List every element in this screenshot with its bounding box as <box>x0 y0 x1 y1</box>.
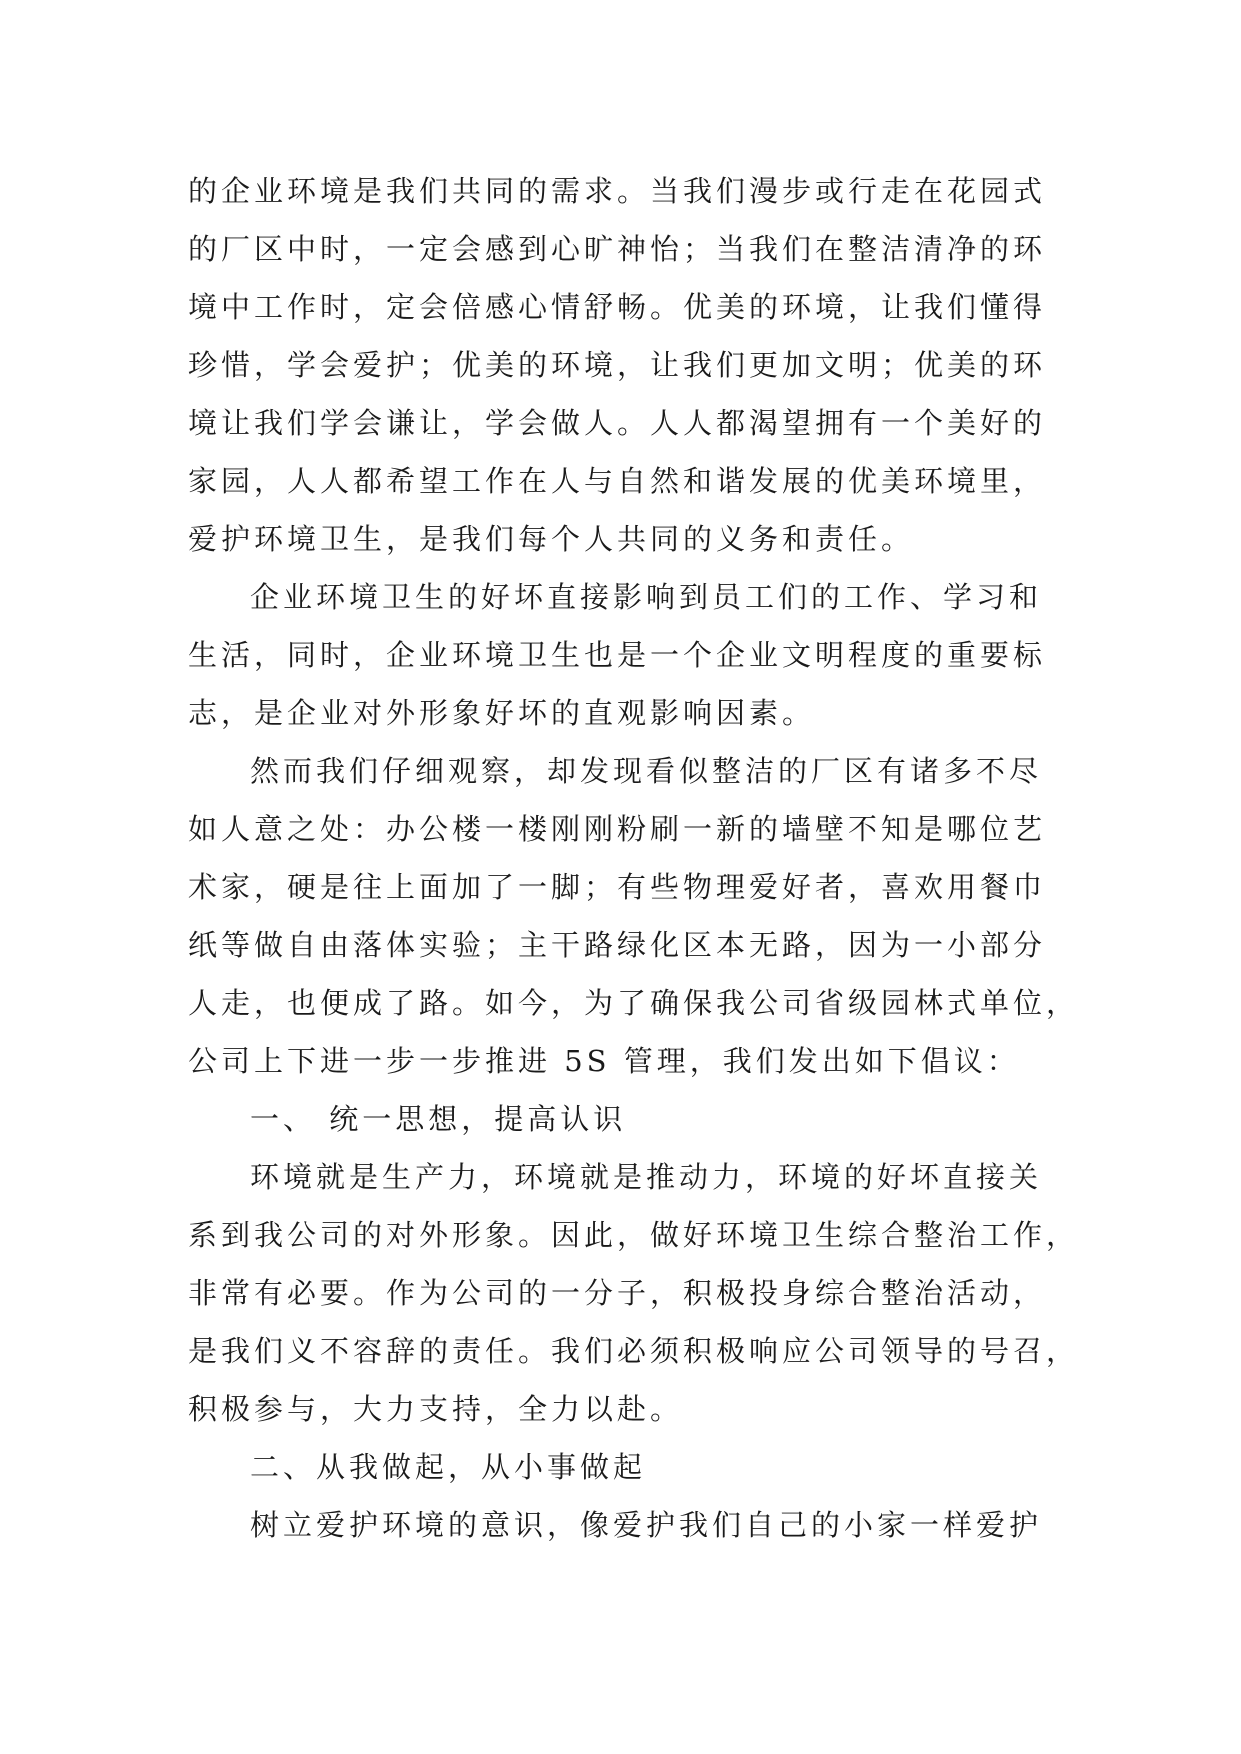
body-line: 境中工作时，定会倍感心情舒畅。优美的环境，让我们懂得 <box>188 290 1047 324</box>
body-line: 如人意之处：办公楼一楼刚刚粉刷一新的墙壁不知是哪位艺 <box>188 812 1047 846</box>
body-line: 系到我公司的对外形象。因此，做好环境卫生综合整治工作， <box>188 1218 1080 1252</box>
body-line: 志，是企业对外形象好坏的直观影响因素。 <box>188 696 816 730</box>
paragraph-start-line: 然而我们仔细观察，却发现看似整洁的厂区有诸多不尽 <box>250 754 1043 788</box>
body-line: 非常有必要。作为公司的一分子，积极投身综合整治活动， <box>188 1276 1047 1310</box>
body-line: 纸等做自由落体实验；主干路绿化区本无路，因为一小部分 <box>188 928 1047 962</box>
body-line: 珍惜，学会爱护；优美的环境，让我们更加文明；优美的环 <box>188 348 1047 382</box>
paragraph-start-line: 树立爱护环境的意识，像爱护我们自己的小家一样爱护 <box>250 1508 1043 1542</box>
body-line: 境让我们学会谦让，学会做人。人人都渴望拥有一个美好的 <box>188 406 1047 440</box>
body-line: 公司上下进一步一步推进 5S 管理，我们发出如下倡议： <box>188 1044 1020 1078</box>
body-line: 家园，人人都希望工作在人与自然和谐发展的优美环境里， <box>188 464 1047 498</box>
body-line: 的企业环境是我们共同的需求。当我们漫步或行走在花园式 <box>188 174 1047 208</box>
body-line: 爱护环境卫生，是我们每个人共同的义务和责任。 <box>188 522 915 556</box>
body-line: 积极参与，大力支持，全力以赴。 <box>188 1392 684 1426</box>
document-body <box>188 162 1080 1554</box>
body-line: 人走，也便成了路。如今，为了确保我公司省级园林式单位， <box>188 986 1080 1020</box>
body-line: 术家，硬是往上面加了一脚；有些物理爱好者，喜欢用餐巾 <box>188 870 1047 904</box>
section-heading-1: 一、 统一思想，提高认识 <box>250 1102 627 1136</box>
paragraph-start-line: 环境就是生产力，环境就是推动力，环境的好坏直接关 <box>250 1160 1043 1194</box>
section-heading-2: 二、从我做起，从小事做起 <box>250 1450 647 1484</box>
body-line: 的厂区中时，一定会感到心旷神怡；当我们在整洁清净的环 <box>188 232 1047 266</box>
body-line: 生活，同时，企业环境卫生也是一个企业文明程度的重要标 <box>188 638 1047 672</box>
body-line: 是我们义不容辞的责任。我们必须积极响应公司领导的号召， <box>188 1334 1080 1368</box>
paragraph-start-line: 企业环境卫生的好坏直接影响到员工们的工作、学习和 <box>250 580 1043 614</box>
